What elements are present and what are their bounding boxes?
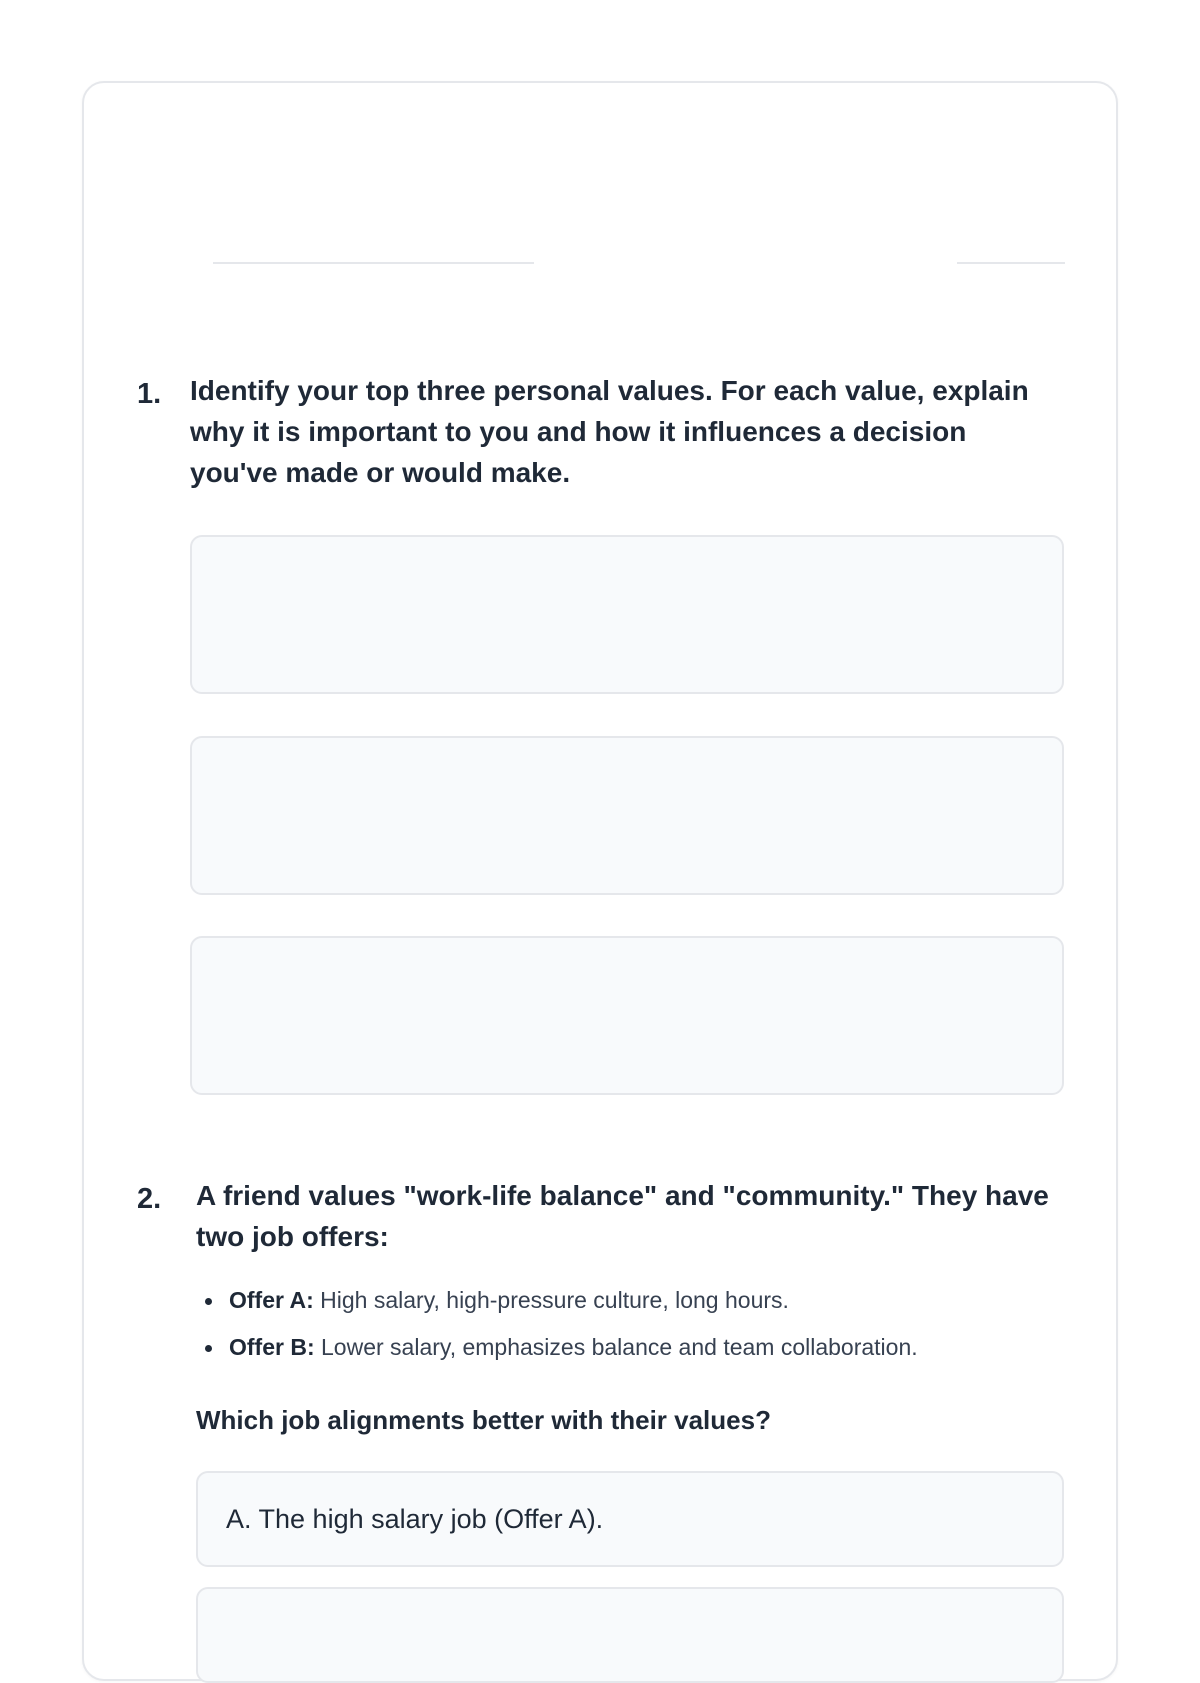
list-item [196, 1327, 918, 1374]
bullet-icon [205, 1345, 212, 1352]
date-line [957, 262, 1065, 264]
bullet-icon [205, 1298, 212, 1305]
answer-box-3[interactable] [190, 936, 1064, 1095]
question-1-number: 1. [137, 378, 162, 410]
answer-box-1[interactable] [190, 535, 1064, 694]
offer-label: Offer A: [229, 1287, 314, 1313]
answer-box-2[interactable] [190, 736, 1064, 895]
option-a-button[interactable]: A. The high salary job (Offer A). [196, 1471, 1064, 1567]
name-line [213, 262, 534, 264]
list-item [196, 1280, 918, 1327]
option-b-button[interactable] [196, 1587, 1064, 1683]
question-2-prompt: Which job alignments better with their values? [196, 1405, 771, 1435]
offer-description: High salary, high-pressure culture, long hours. [313, 1287, 789, 1313]
offer-list [196, 1280, 918, 1374]
offer-label: Offer B: [229, 1334, 315, 1360]
question-2-text: A friend values "work-life balance" and "community." They have two job offers: [196, 1180, 1049, 1252]
offer-description: Lower salary, emphasizes balance and team collaboration. [314, 1334, 918, 1360]
question-2-number: 2. [137, 1183, 162, 1215]
question-1-text: Identify your top three personal values. For each value, explain why it is important to you and how it influences a decision you've made or would make. [190, 375, 1029, 488]
